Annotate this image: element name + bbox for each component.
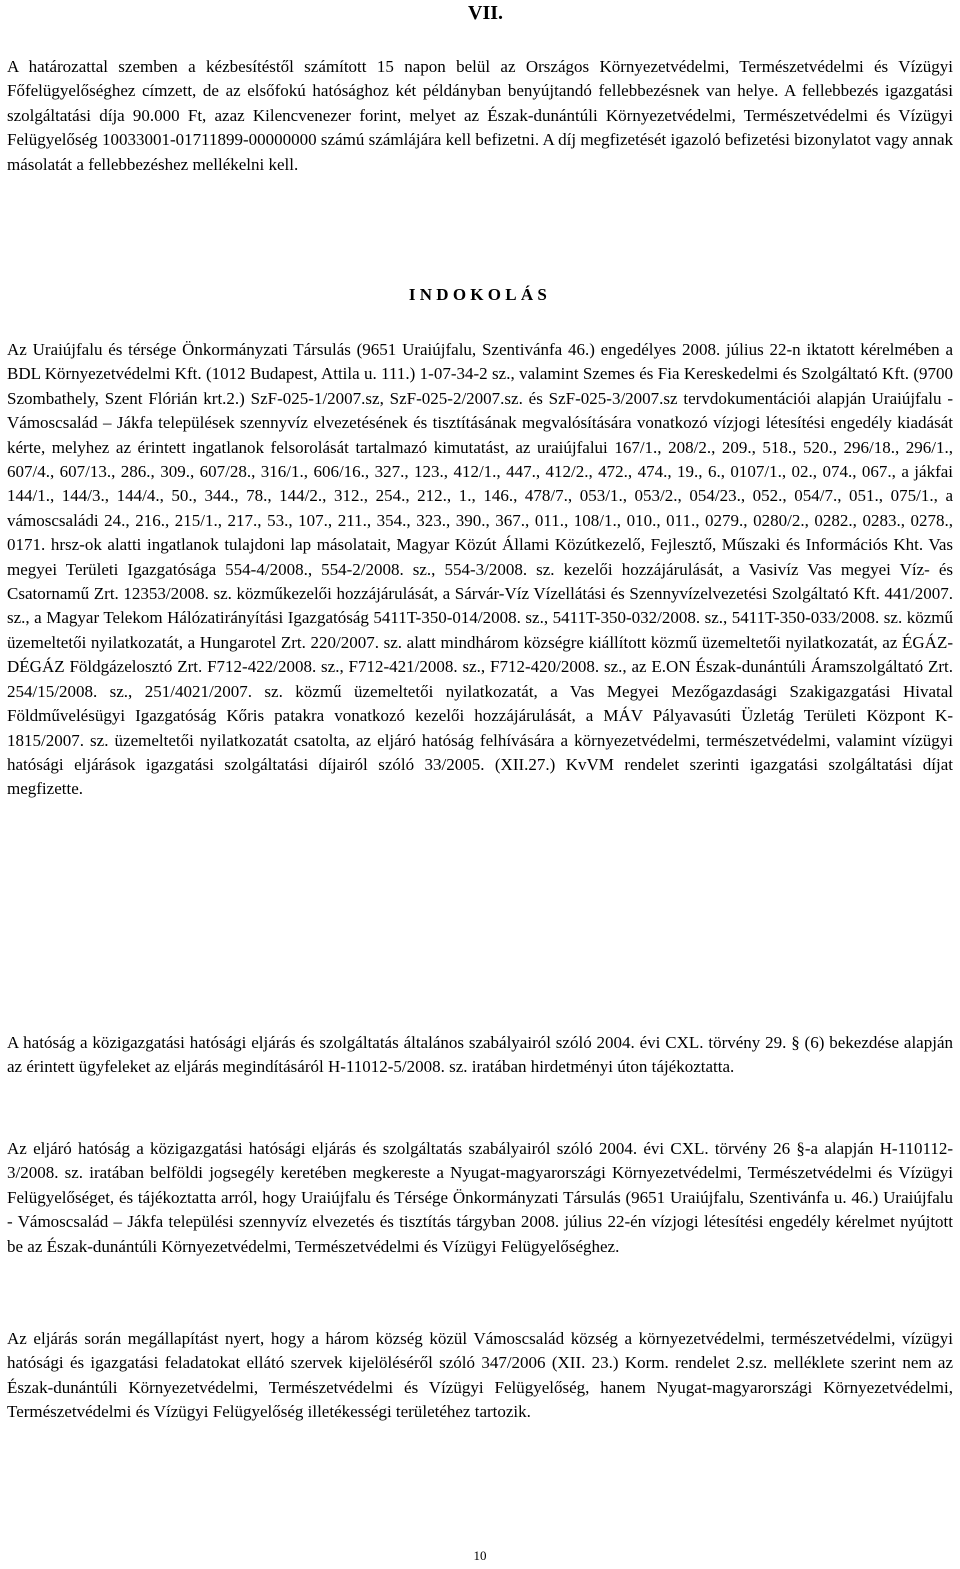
paragraph-appeal-notice: A határozattal szemben a kézbesítéstől számított 15 napon belül az Országos Környezetvédelmi, Természetvédelmi és Vízügyi Főfelügyelőséghez címzett, de az elsőfokú hatósághoz két példányban benyújtandó fellebbezésnek van helye. A fellebbezés igazgatási szolgáltatási díja 90.000 Ft, azaz Kilencvenezer forint, melyet az Észak-dunántúli Környezetvédelmi, Természetvédelmi és Vízügyi Felügyelőség 10033001-01711899-00000000 számú számlájára kell befizetni. A díj megfizetését igazoló befizetési bizonylatot vagy annak másolatát a fellebbezéshez mellékelni kell. [7,57,953,174]
section-number: VII. [468,2,504,24]
paragraph-application-details: Az Uraiújfalu és térsége Önkormányzati Társulás (9651 Uraiújfalu, Szentivánfa 46.) engedélyes 2008. július 22-n iktatott kérelmében a BDL Környezetvédelmi Kft. (1012 Budapest, Attila u. 111.) 1-07-34-2 sz., valamint Szemes és Fia Kereskedelmi és Szolgáltató Kft. (9700 Szombathely, Szent Flórián krt.2.) SzF-025-1/2007.sz, SzF-025-2/2007.sz. és SzF-025-3/2007.sz tervdokumentációi alapján Uraiújfalu -Vámoscsalád – Jákfa települések szennyvíz elvezetésének és tisztításának megvalósítására vonatkozó vízjogi létesítési engedély kiadását kérte, melyhez az érintett ingatlanok felsorolását tartalmazó kimutatást, az uraiújfalui 167/1., 208/2., 209., 518., 520., 296/18., 296/1., 607/4., 607/13., 286., 309., 607/28., 316/1., 606/16., 327., 123., 412/1., 447., 412/2., 472., 474., 19., 6., 0107/1., 02., 074., 067., a jákfai 144/1., 144/3., 144/4., 50., 344., 78., 144/2., 312., 254., 212., 1., 146., 478/7., 053/1., 053/2., 054/23., 052., 054/7., 051., 075/1., a vámoscsaládi 24., 216., 215/1., 217., 53., 107., 211., 354., 323., 390., 367., 011., 108/1., 010., 011., 0279., 0280/2., 0282., 0283., 0278., 0171. hrsz-ok alatti ingatlanok tulajdoni lap másolatait, Magyar Közút Állami Közútkezelő, Fejlesztő, Műszaki és Információs Kht. Vas megyei Területi Igazgatósága 554-4/2008., 554-2/2008. sz., 554-3/2008. sz. kezelői hozzájárulását, a Vasivíz Vas megyei Víz- és Csatornamű Zrt. 12353/2008. sz. közműkezelői hozzájárulását, a Sárvár-Víz Vízellátási és Szennyvízelvezetési Szolgáltató Kft. 441/2007. sz., a Magyar Telekom Hálózatirányítási Igazgatóság 5411T-350-014/2008. sz., 5411T-350-032/2008. sz., 5411T-350-033/2008. sz. közmű üzemeltetői nyilatkozatát, a Hungarotel Zrt. 220/2007. sz. alatt mindhárom községre kiállított közmű üzemeltetői nyilatkozatát, az ÉGÁZ-DÉGÁZ Földgázelosztó Zrt. F712-422/2008. sz., F712-421/2008. sz., F712-420/2008. sz., az E.ON Észak-dunántúli Áramszolgáltató Zrt. 254/15/2008. sz., 251/4021/2007. sz. közmű üzemeltetői nyilatkozatát, a Vas Megyei Mezőgazdasági Szakigazgatási Hivatal Földművelésügyi Igazgatóság Kőris patakra vonatkozó kezelői hozzájárulását, a MÁV Pályavasúti Üzletág Területi Központ K-1815/2007. sz. üzemeltetői nyilatkozatát csatolta, az eljáró hatóság felhívására a környezetvédelmi, természetvédelmi, valamint vízügyi hatósági eljárások igazgatási szolgáltatási díjairól szóló 33/2005. (XII.27.) KvVM rendelet szerinti igazgatási szolgáltatási díjat megfizette. [7,340,953,799]
paragraph-public-notice: A hatóság a közigazgatási hatósági eljárás és szolgáltatás általános szabályairól szóló 2004. évi CXL. törvény 29. § (6) bekezdése alapján az érintett ügyfeleket az eljárás megindításáról H-11012-5/2008. sz. iratában hirdetményi úton tájékoztatta. [7,1033,953,1077]
heading-indokolas: INDOKOLÁS [408,285,552,304]
paragraph-legal-assistance: Az eljáró hatóság a közigazgatási hatósági eljárás és szolgáltatás szabályairól szóló 2004. évi CXL. törvény 26 §-a alapján H-110112-3/2008. sz. iratában belföldi jogsegély keretében megkereste a Nyugat-magyarországi Környezetvédelmi, Természetvédelmi és Vízügyi Felügyelőséget, és tájékoztatta arról, hogy Uraiújfalu és Térsége Önkormányzati Társulás (9651 Uraiújfalu, Szentivánfa u. 46.) Uraiújfalu - Vámoscsalád – Jákfa települési szennyvíz elvezetés és tisztítás tárgyban 2008. július 22-én vízjogi létesítési engedély kérelmet nyújtott be az Észak-dunántúli Környezetvédelmi, Természetvédelmi és Vízügyi Felügyelőséghez. [7,1139,953,1256]
page-number: 10 [473,1548,487,1563]
paragraph-jurisdiction-finding: Az eljárás során megállapítást nyert, hogy a három község közül Vámoscsalád község a környezetvédelmi, természetvédelmi, vízügyi hatósági és igazgatási feladatokat ellátó szervek kijelöléséről szóló 347/2006 (XII. 23.) Korm. rendelet 2.sz. melléklete szerint nem az Észak-dunántúli Környezetvédelmi, Természetvédelmi és Vízügyi Felügyelőség, hanem Nyugat-magyarországi Környezetvédelmi, Természetvédelmi és Vízügyi Felügyelőség illetékességi területéhez tartozik. [7,1329,953,1422]
